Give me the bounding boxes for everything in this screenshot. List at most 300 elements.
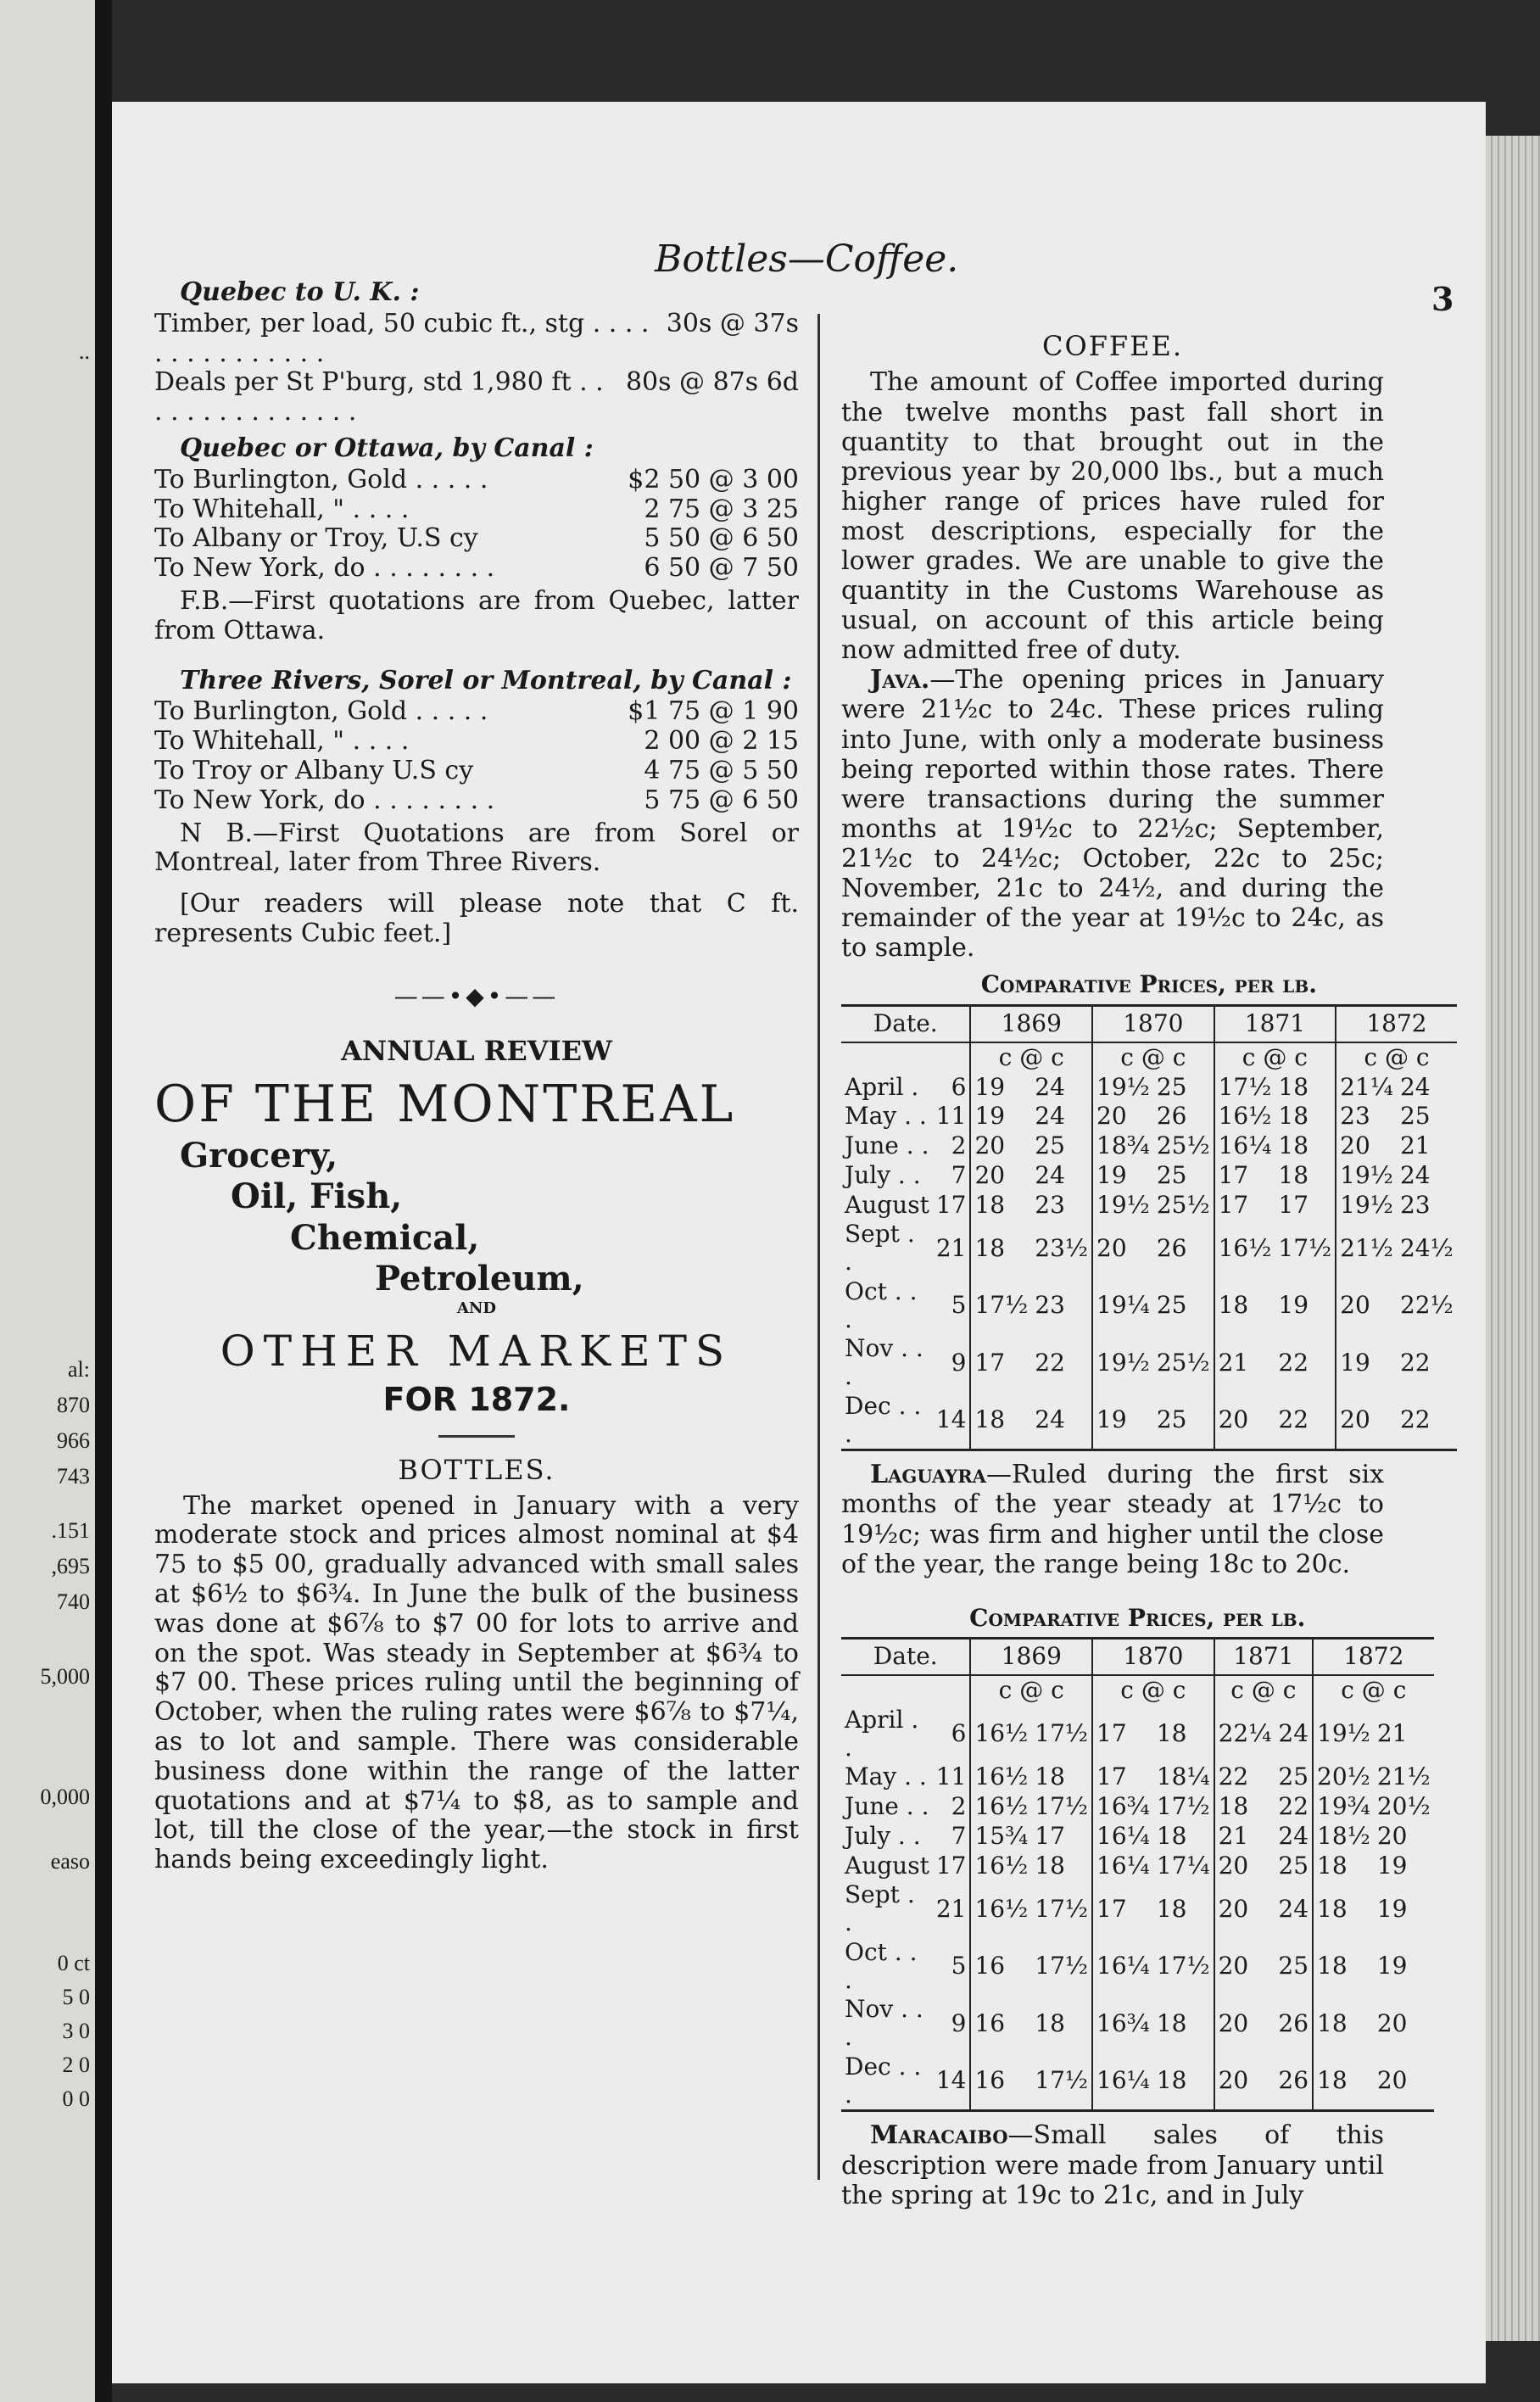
table-row [841, 1161, 1457, 1191]
table-price: 17½ [1035, 1792, 1089, 1821]
left-page-fragment: easo [50, 1849, 90, 1874]
table-price: 20 [1214, 2053, 1275, 2111]
rate-label: To Burlington, Gold . . . . . [154, 464, 488, 494]
table-price: 20 [1214, 1852, 1275, 1881]
table-row [841, 1334, 1457, 1392]
table-price: 17½ [1156, 1952, 1210, 1980]
table-subheader: c @ c [1092, 1042, 1214, 1073]
table-price: 25 [1278, 1762, 1309, 1791]
table-price: 18 [974, 1233, 1006, 1262]
left-page-fragment: 966 [57, 1428, 90, 1453]
table-header: 1872 [1336, 1007, 1457, 1042]
rate-row [154, 368, 799, 427]
rate-label: To Whitehall, " . . . . [154, 726, 410, 757]
table-price: 20 [1376, 1821, 1408, 1850]
rate-row [154, 697, 799, 727]
table-header: 1870 [1092, 1640, 1214, 1675]
table-price: 22 [1397, 1392, 1457, 1450]
column-rule [817, 314, 820, 2180]
table-price: 18 [1035, 2008, 1065, 2037]
table-price: 18 [1035, 1762, 1065, 1791]
table-price: 18 [974, 1190, 1006, 1219]
table-price: 22 [1214, 1762, 1275, 1792]
table-month: April . [845, 1072, 919, 1101]
table-price: 18 [1035, 1851, 1065, 1880]
right-column [841, 322, 1454, 2210]
table-price: 18 [1313, 1852, 1374, 1881]
laguayra-text: —Ruled during the first six months of the year steady at 17½c to 19½c; was firm and higher until the close of the year, the range being 18c to 20c. [841, 1460, 1384, 1579]
rate-value: $1 75 @ 1 90 [628, 696, 799, 727]
table-price: 16½ [974, 1719, 1029, 1748]
laguayra-lead: Laguayra [870, 1460, 986, 1490]
quebec-canal-rows [154, 466, 799, 584]
table-price: 22 [1399, 1348, 1431, 1377]
table-header: 1869 [970, 1640, 1092, 1675]
table-price: 18 [970, 1392, 1031, 1450]
table-price: 19½ [1092, 1334, 1153, 1392]
table-day: 14 [933, 1392, 971, 1450]
rate-value: 30s @ 37s [666, 308, 799, 338]
table-subheader: c @ c [1336, 1042, 1457, 1073]
left-page-fragment: al: [68, 1357, 90, 1382]
rate-value: $2 50 @ 3 00 [628, 464, 799, 494]
table-price: 17 [1092, 1880, 1153, 1938]
table-month: Nov . . . [845, 1334, 923, 1391]
table-price: 18 [1156, 1894, 1187, 1923]
left-page-fragment: 870 [57, 1393, 90, 1417]
table-price: 26 [1156, 1233, 1187, 1262]
table-price: 20 [1376, 2008, 1408, 2037]
three-rivers-rows [154, 697, 799, 815]
table-price: 16¼ [1092, 1852, 1153, 1881]
table-day: 14 [933, 2053, 971, 2111]
table-price: 20 [1214, 1880, 1275, 1938]
table-price: 19 [1092, 1392, 1153, 1450]
table-price: 17 [1092, 1706, 1153, 1763]
table-price: 24 [1031, 1392, 1092, 1450]
table-row [841, 1102, 1457, 1131]
maracaibo-paragraph [841, 2120, 1384, 2209]
left-page-fragment: 0 ct [57, 1951, 90, 1975]
table-price: 19 [1376, 1851, 1408, 1880]
table-month: August [845, 1190, 929, 1219]
table-row [841, 1191, 1457, 1221]
left-page-edge [0, 0, 95, 2402]
table-header: 1871 [1214, 1007, 1336, 1042]
table-day: 9 [933, 1334, 971, 1392]
table-price: 16 [970, 2053, 1031, 2111]
table-price: 16¾ [1092, 1995, 1153, 2053]
table-price: 19¼ [1092, 1277, 1153, 1335]
table-day: 11 [933, 1102, 971, 1131]
table-header: 1871 [1214, 1640, 1313, 1675]
table-price: 23½ [1035, 1233, 1089, 1262]
rate-label: To Albany or Troy, U.S cy [154, 523, 478, 554]
table-price: 19 [974, 1102, 1006, 1131]
table-price: 24½ [1399, 1233, 1454, 1262]
table-price: 19½ [1092, 1073, 1153, 1103]
table-subheader: c @ c [998, 1676, 1064, 1705]
table-day: 6 [933, 1073, 971, 1103]
table-price: 20 [1336, 1131, 1397, 1161]
table-price: 18 [1214, 1277, 1275, 1335]
table-price: 19½ [1313, 1706, 1374, 1763]
table-price: 18 [1156, 2008, 1187, 2037]
table-day: 17 [933, 1191, 971, 1221]
table-month: June . . [845, 1792, 929, 1821]
table-month: August [845, 1851, 929, 1880]
short-rule [438, 1435, 515, 1438]
table-month: July . . [845, 1821, 921, 1850]
table-day: 7 [933, 1161, 971, 1191]
table-price: 19 [1092, 1161, 1153, 1191]
table-price: 18 [1313, 1995, 1374, 2053]
table-price: 24 [1035, 1102, 1065, 1131]
table-price: 24 [1035, 1160, 1065, 1189]
table-month: Sept . . [845, 1220, 915, 1276]
rate-row [154, 554, 799, 584]
table-price: 20 [1374, 2053, 1434, 2111]
table-subheader: c @ c [1214, 1675, 1313, 1706]
table-price: 20 [1214, 1392, 1275, 1450]
table-row [841, 1852, 1434, 1881]
table-price: 25 [1399, 1102, 1431, 1131]
table-price: 24 [1399, 1072, 1431, 1101]
table-price: 15¾ [974, 1821, 1029, 1850]
table-price: 23 [1035, 1190, 1065, 1219]
left-page-fragment: 0,000 [40, 1785, 90, 1809]
rate-label: To New York, do . . . . . . . . [154, 553, 495, 584]
table-header: Date. [841, 1007, 970, 1042]
table-price: 18 [1214, 1792, 1275, 1822]
rate-row [154, 786, 799, 816]
table-price: 21½ [1376, 1762, 1431, 1791]
montreal-title: OF THE MONTREAL [154, 1075, 736, 1135]
table-price: 21 [1399, 1131, 1431, 1160]
left-page-fragment: 5 0 [62, 1985, 90, 2009]
left-page-fragment: 740 [57, 1589, 90, 1614]
table-price: 24 [1399, 1160, 1431, 1189]
table-header: 1869 [970, 1007, 1092, 1042]
table-price: 25 [1278, 1952, 1309, 1980]
table-price: 16¼ [1092, 1822, 1153, 1852]
table-row [841, 1706, 1434, 1763]
ornament-divider: ——•◆•—— [393, 981, 560, 1010]
table-month: Sept . . [845, 1880, 915, 1937]
running-head: Bottles—Coffee. [655, 237, 959, 281]
coffee-heading: COFFEE. [1041, 330, 1183, 362]
table-price: 18¾ [1092, 1131, 1153, 1161]
maracaibo-lead: Maracaibo [870, 2120, 1008, 2151]
table-price: 18½ [1313, 1822, 1374, 1852]
left-page-fragment: .. [79, 339, 90, 364]
table-day: 21 [933, 1220, 971, 1277]
table-price: 16½ [1214, 1220, 1275, 1277]
table-day: 2 [933, 1792, 971, 1822]
java-price-table [841, 971, 1457, 1451]
java-paragraph [841, 665, 1384, 963]
table-price: 25½ [1156, 1190, 1210, 1219]
left-page-fragment: 2 0 [62, 2053, 90, 2077]
quebec-uk-rows [154, 310, 799, 427]
category-grocery: Grocery, [180, 1135, 338, 1176]
table-month: April . . [845, 1705, 919, 1762]
table-subheader: c @ c [1214, 1042, 1336, 1073]
table-price: 20 [1214, 1938, 1275, 1996]
table-month: Nov . . . [845, 1995, 923, 2052]
table-price: 18 [1278, 1072, 1309, 1101]
table-price: 20 [1092, 1102, 1153, 1131]
table-price: 17½ [1035, 1952, 1089, 1980]
table-row [841, 1938, 1434, 1996]
table-price: 20 [1336, 1392, 1397, 1450]
rate-value: 5 50 @ 6 50 [644, 523, 799, 554]
table-price: 16½ [974, 1762, 1029, 1791]
table-price: 19 [1376, 1894, 1408, 1923]
rate-row [154, 466, 799, 495]
table-day: 7 [933, 1822, 971, 1852]
table-day: 5 [933, 1938, 971, 1996]
table-price: 19 [974, 1072, 1006, 1101]
table-price: 22 [1278, 1792, 1309, 1821]
table-price: 17 [1035, 1821, 1065, 1850]
table-price: 18 [1278, 1102, 1309, 1131]
table-price: 23 [1035, 1291, 1065, 1320]
table-price: 25 [1153, 1392, 1214, 1450]
java-lead: Java. [870, 665, 930, 695]
laguayra-price-table [841, 1605, 1434, 2113]
table-header: 1872 [1313, 1640, 1434, 1675]
table-price: 16½ [974, 1851, 1029, 1880]
table-price: 22½ [1399, 1291, 1454, 1320]
table-price: 21¼ [1336, 1073, 1397, 1103]
coffee-intro: The amount of Coffee imported during the twelve months past fall short in quantity to that brought out in the previous year by 20,000 lbs., but a much higher range of prices have ruled for most descriptions, especially for the lower grades. We are unable to give the quantity in the Customs Warehouse as usual, on account of this article being now admitted free of duty. [841, 367, 1384, 666]
table-price: 16¼ [1214, 1131, 1275, 1161]
rate-row [154, 524, 799, 554]
table-price: 17½ [1031, 2053, 1092, 2111]
table-price: 18 [1156, 1821, 1187, 1850]
category-chemical: Chemical, [290, 1217, 480, 1258]
table-month: Oct . . . [845, 1937, 918, 1994]
maracaibo-text: —Small sales of this description were made from January until the spring at 19c to 21c, and in July [841, 2120, 1384, 2210]
table-price: 19½ [1336, 1161, 1397, 1191]
table-price: 26 [1156, 1102, 1187, 1131]
table-day: 11 [933, 1762, 971, 1792]
rate-value: 80s @ 87s 6d [625, 367, 799, 398]
table-row [841, 1822, 1434, 1852]
table-price: 22 [1035, 1348, 1065, 1377]
table-subheader: c @ c [998, 1042, 1064, 1071]
table-price: 22¼ [1214, 1706, 1275, 1763]
table-price: 16 [974, 1952, 1006, 1980]
table-price: 19¾ [1313, 1792, 1374, 1822]
table-row [841, 1277, 1457, 1335]
rate-label: To Burlington, Gold . . . . . [154, 696, 488, 727]
and-word: AND [456, 1299, 497, 1318]
table-price: 25½ [1156, 1348, 1210, 1377]
table-price: 17¼ [1156, 1851, 1210, 1880]
table-price: 18 [1153, 2053, 1214, 2111]
left-page-fragment: 3 0 [62, 2019, 90, 2043]
table-row [841, 2053, 1434, 2111]
table-price: 17 [1092, 1762, 1153, 1792]
table-row [841, 1762, 1434, 1792]
table-header: Date. [841, 1640, 970, 1675]
table-price: 16¼ [1092, 2053, 1153, 2111]
table-day: 21 [933, 1880, 971, 1938]
table-price: 21½ [1336, 1220, 1397, 1277]
bottles-heading: BOTTLES. [398, 1454, 555, 1487]
table-price: 19½ [1336, 1191, 1397, 1221]
quebec-canal-heading: Quebec or Ottawa, by Canal : [180, 433, 594, 463]
rate-value: 2 00 @ 2 15 [644, 726, 799, 757]
table-price: 25½ [1156, 1131, 1210, 1160]
rate-label: Deals per St P'burg, std 1,980 ft . . . . . . . . . . . . . . . [154, 367, 604, 427]
table-row [841, 1220, 1457, 1277]
page-number: 3 [1431, 280, 1454, 318]
category-oil-fish: Oil, Fish, [231, 1176, 403, 1217]
rate-label: To New York, do . . . . . . . . [154, 785, 495, 815]
table-price: 22 [1278, 1348, 1309, 1377]
rate-row [154, 727, 799, 757]
table-price: 21 [1214, 1334, 1275, 1392]
table-price: 18 [1278, 1131, 1309, 1160]
page-edge-right [1486, 136, 1540, 2341]
table-price: 16¾ [1092, 1792, 1153, 1822]
table-price: 17½ [1278, 1233, 1332, 1262]
table-price: 25 [1156, 1072, 1187, 1101]
rate-label: To Whitehall, " . . . . [154, 494, 410, 524]
table-price: 20 [974, 1131, 1006, 1160]
book-page [112, 102, 1486, 2383]
category-petroleum: Petroleum, [375, 1259, 584, 1299]
table-price: 23 [1399, 1190, 1431, 1219]
table-price: 18 [1156, 1719, 1187, 1748]
table-price: 16½ [974, 1894, 1029, 1923]
table-price: 17 [1214, 1191, 1275, 1221]
table-price: 25 [1278, 1851, 1309, 1880]
table-price: 19 [1278, 1291, 1309, 1320]
table-subheader: c @ c [1092, 1675, 1214, 1706]
reader-note: [Our readers will please note that C ft. represents Cubic feet.] [154, 889, 799, 948]
table-price: 18 [1278, 1160, 1309, 1189]
table-price: 16½ [974, 1792, 1029, 1821]
table-price: 25 [1156, 1291, 1187, 1320]
table-price: 20½ [1376, 1792, 1431, 1821]
table-caption: Comparative Prices, per lb. [841, 1605, 1434, 1640]
java-text: —The opening prices in January were 21½c to 24c. These prices ruling into June, with only a moderate business being reported within those rates. There were transactions during the summer months at 19½c to 22½c; September, 21½c to 24½c; October, 22c to 25c; November, 21c to 24½, and during the remainder of the year at 19½c to 24c, as to sample. [841, 665, 1384, 964]
table-month: Dec . . . [841, 2053, 933, 2111]
table-price: 17½ [1035, 1719, 1089, 1748]
table-price: 26 [1275, 2053, 1313, 2111]
rate-value: 2 75 @ 3 25 [644, 494, 799, 524]
left-column [154, 271, 799, 1875]
rate-label: To Troy or Albany U.S cy [154, 755, 474, 785]
table-day: 2 [933, 1131, 971, 1161]
table-price: 24 [1035, 1072, 1065, 1101]
table-row [841, 1792, 1434, 1822]
table-price: 16½ [1214, 1102, 1275, 1131]
table-row [841, 1880, 1434, 1938]
rate-value: 5 75 @ 6 50 [644, 785, 799, 815]
table-price: 24 [1278, 1719, 1309, 1748]
book-gutter [95, 0, 112, 2402]
left-page-fragment: 0 0 [62, 2086, 90, 2111]
table-price: 24 [1278, 1894, 1309, 1923]
table-price: 16¼ [1092, 1938, 1153, 1996]
table-price: 20 [1336, 1277, 1397, 1335]
quebec-canal-note: F.B.—First quotations are from Quebec, latter from Ottawa. [154, 585, 799, 645]
table-price: 17½ [1214, 1073, 1275, 1103]
table-row [841, 1995, 1434, 2053]
table-row [841, 1392, 1457, 1450]
table-price: 23 [1336, 1102, 1397, 1131]
table-month: June . . [845, 1131, 929, 1160]
three-rivers-note: N B.—First Quotations are from Sorel or Montreal, later from Three Rivers. [154, 818, 799, 878]
table-day: 9 [933, 1995, 971, 2053]
table-price: 22 [1275, 1392, 1336, 1450]
table-day: 17 [933, 1852, 971, 1881]
table-price: 19 [1376, 1952, 1408, 1980]
table-row [841, 1131, 1457, 1161]
rate-row [154, 495, 799, 525]
table-price: 20 [1092, 1220, 1153, 1277]
table-price: 16 [974, 2008, 1006, 2037]
rate-row [154, 757, 799, 786]
table-month: Dec . . . [841, 1392, 933, 1450]
table-price: 18 [1313, 2053, 1374, 2111]
table-price: 25 [1035, 1131, 1065, 1160]
table-price: 17½ [1035, 1894, 1089, 1923]
rate-value: 6 50 @ 7 50 [644, 553, 799, 584]
table-caption: Comparative Prices, per lb. [841, 971, 1457, 1007]
table-price: 19½ [1092, 1191, 1153, 1221]
table-day: 5 [933, 1277, 971, 1335]
table-price: 17 [974, 1348, 1006, 1377]
table-price: 18¼ [1156, 1762, 1210, 1791]
table-price: 24 [1278, 1821, 1309, 1850]
table-price: 18 [1313, 1938, 1374, 1996]
table-header: 1870 [1092, 1007, 1214, 1042]
table-month: May . . [845, 1102, 927, 1131]
year-title: FOR 1872. [382, 1381, 571, 1419]
quebec-uk-heading: Quebec to U. K. : [180, 277, 420, 307]
table-row [841, 1073, 1457, 1103]
table-price: 17½ [974, 1291, 1029, 1320]
left-page-fragment: .151 [51, 1518, 90, 1543]
table-price: 19 [1336, 1334, 1397, 1392]
table-price: 20 [1214, 1995, 1275, 2053]
table-price: 20½ [1313, 1762, 1374, 1792]
table-price: 17½ [1156, 1792, 1210, 1821]
table-price: 17 [1214, 1161, 1275, 1191]
table-price: 18 [1313, 1880, 1374, 1938]
table-price: 21 [1214, 1822, 1275, 1852]
left-page-fragment: ,695 [51, 1554, 90, 1578]
table-price: 25 [1156, 1160, 1187, 1189]
table-day: 6 [933, 1706, 971, 1763]
rate-row [154, 310, 799, 369]
laguayra-paragraph [841, 1460, 1384, 1578]
three-rivers-heading: Three Rivers, Sorel or Montreal, by Canal : [180, 665, 792, 695]
rate-value: 4 75 @ 5 50 [644, 755, 799, 785]
table-subheader: c @ c [1313, 1675, 1434, 1706]
other-markets-title: OTHER MARKETS [220, 1327, 734, 1377]
table-price: 21 [1376, 1719, 1408, 1748]
table-price: 17 [1278, 1190, 1309, 1219]
table-month: May . . [845, 1762, 927, 1791]
table-month: July . . [845, 1160, 921, 1189]
